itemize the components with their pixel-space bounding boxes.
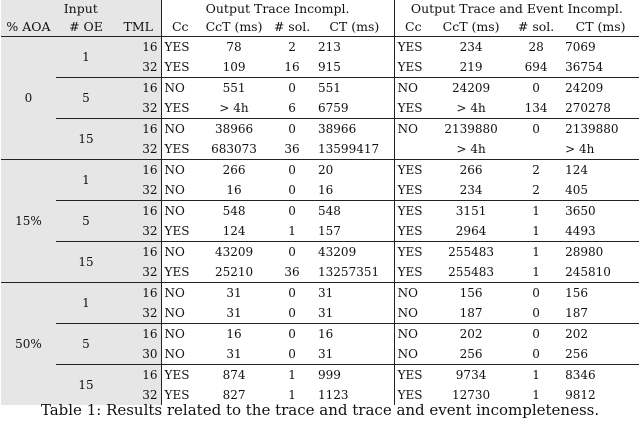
ct-event-cell: 36754 <box>565 60 604 74</box>
ct-cell: 999 <box>315 365 394 386</box>
ct-cell: 31 <box>318 286 334 300</box>
cc-cell: NO <box>161 180 199 201</box>
sol-cell: 0 <box>269 119 315 140</box>
cct-event-cell: 187 <box>459 306 483 320</box>
sol-event-cell: 2 <box>532 163 540 177</box>
ct-cell: 16 <box>315 324 394 345</box>
cc-event-cell: YES <box>394 160 432 181</box>
ct-event-cell: 2139880 <box>562 119 639 140</box>
cc-event-cell: NO <box>394 119 432 140</box>
ct-event-cell: 9812 <box>565 388 596 402</box>
cc-event-cell: YES <box>394 180 432 201</box>
sol-event-cell: 0 <box>510 78 562 99</box>
cct-event-cell: 156 <box>459 286 483 300</box>
cc-event-cell: NO <box>394 283 432 304</box>
col-oe: # OE <box>56 18 116 37</box>
cct-cell: 31 <box>226 306 242 320</box>
sol-event-cell: 1 <box>510 365 562 386</box>
ct-event-cell: 187 <box>565 306 588 320</box>
tml-cell: 32 <box>116 98 161 119</box>
cct-cell: 31 <box>226 347 242 361</box>
cct-cell: 551 <box>199 78 269 99</box>
table-row <box>1 324 639 345</box>
cc-event-cell: NO <box>394 303 432 324</box>
cct-event-cell: 202 <box>432 324 510 345</box>
cc-cell: NO <box>161 303 199 324</box>
table-caption: Table 1: Results related to the trace and trace and event incompleteness. <box>40 401 600 419</box>
cct-cell: 25210 <box>214 265 254 279</box>
sol-cell: 1 <box>269 365 315 386</box>
sol-event-cell: 1 <box>532 224 540 238</box>
ct-cell: 548 <box>315 201 394 222</box>
cct-event-cell: 219 <box>459 60 483 74</box>
col-sol: # sol. <box>273 19 311 34</box>
ct-event-cell: 270278 <box>565 101 611 115</box>
sol-cell: 1 <box>288 224 296 238</box>
cc-event-cell: YES <box>394 37 432 58</box>
table-row <box>1 78 639 99</box>
col-cc-event: Cc <box>394 18 432 37</box>
sol-cell: 6 <box>288 101 296 115</box>
cc-cell: NO <box>161 324 199 345</box>
aoa-cell: 15% <box>1 160 56 283</box>
cc-event-cell: NO <box>394 344 432 365</box>
tml-cell: 16 <box>116 242 161 263</box>
tml-cell: 16 <box>116 78 161 99</box>
table-row <box>1 37 639 58</box>
tml-cell: 16 <box>116 201 161 222</box>
sol-cell: 36 <box>284 265 300 279</box>
sol-event-cell: 1 <box>510 242 562 263</box>
cct-event-cell: 2139880 <box>432 119 510 140</box>
oe-cell: 5 <box>56 324 116 365</box>
cc-event-cell: YES <box>394 201 432 222</box>
table-body <box>1 37 639 406</box>
sol-cell: 0 <box>288 183 296 197</box>
cct-cell: 827 <box>222 388 246 402</box>
cc-event-cell: NO <box>394 324 432 345</box>
cc-event-cell: YES <box>394 57 432 78</box>
ct-cell: 16 <box>318 183 334 197</box>
ct-event-cell: 202 <box>562 324 639 345</box>
cct-cell: 78 <box>226 40 242 54</box>
oe-cell: 1 <box>56 160 116 201</box>
cct-cell: 16 <box>199 324 269 345</box>
cc-cell: YES <box>161 57 199 78</box>
ct-cell: 31 <box>318 347 334 361</box>
ct-event-cell: 8346 <box>562 365 639 386</box>
cct-cell: 43209 <box>199 242 269 263</box>
cct-event-cell: 256 <box>459 347 483 361</box>
ct-cell: 1123 <box>318 388 349 402</box>
tml-cell: 32 <box>116 262 161 283</box>
ct-event-cell: > 4h <box>565 142 595 156</box>
ct-cell: 38966 <box>315 119 394 140</box>
tml-cell: 32 <box>116 139 161 160</box>
cct-event-cell: 255483 <box>448 265 494 279</box>
sol-event-cell: 0 <box>510 119 562 140</box>
cct-cell: 124 <box>222 224 246 238</box>
oe-cell: 1 <box>56 37 116 78</box>
cc-cell: NO <box>161 201 199 222</box>
sol-event-cell: 0 <box>532 306 540 320</box>
tml-cell: 16 <box>116 119 161 140</box>
tml-cell: 16 <box>116 365 161 386</box>
sol-event-cell: 0 <box>532 347 540 361</box>
cct-cell: 38966 <box>199 119 269 140</box>
cct-event-cell: 12730 <box>451 388 491 402</box>
aoa-cell: 0 <box>1 37 56 160</box>
cct-event-cell: 3151 <box>432 201 510 222</box>
cc-cell: NO <box>161 242 199 263</box>
sol-cell: 2 <box>288 40 296 54</box>
table-row <box>1 365 639 386</box>
cc-cell: NO <box>161 344 199 365</box>
tml-cell: 16 <box>116 160 161 181</box>
cc-event-cell: YES <box>394 385 432 405</box>
cc-event-cell: YES <box>394 262 432 283</box>
ct-cell: 20 <box>318 163 334 177</box>
cc-event-cell <box>394 139 432 160</box>
cc-event-cell: YES <box>394 242 432 263</box>
table-header <box>1 0 639 37</box>
cc-event-cell: YES <box>394 365 432 386</box>
col-ct-event: CT (ms) <box>575 19 626 34</box>
sol-cell: 1 <box>288 388 296 402</box>
ct-cell: 915 <box>318 60 341 74</box>
tml-cell: 16 <box>116 37 161 58</box>
tml-cell: 30 <box>116 344 161 365</box>
cc-cell: YES <box>161 221 199 242</box>
cc-event-cell: YES <box>394 221 432 242</box>
ct-event-cell: 256 <box>565 347 588 361</box>
sol-cell: 0 <box>269 324 315 345</box>
cct-cell: 874 <box>199 365 269 386</box>
cc-cell: NO <box>161 160 199 181</box>
header-group-trace: Output Trace Incompl. <box>161 0 394 18</box>
cc-cell: YES <box>161 98 199 119</box>
sol-event-cell: 1 <box>510 201 562 222</box>
table-row <box>1 119 639 140</box>
results-table <box>1 0 639 405</box>
cct-cell: > 4h <box>219 101 249 115</box>
cc-cell: NO <box>161 119 199 140</box>
col-cct-event: CcT (ms) <box>442 19 500 34</box>
cc-event-cell: NO <box>394 78 432 99</box>
sol-cell: 0 <box>269 78 315 99</box>
table-row <box>1 201 639 222</box>
sol-cell: 0 <box>269 201 315 222</box>
cc-cell: YES <box>161 139 199 160</box>
cct-event-cell: 234 <box>459 183 483 197</box>
table-row <box>1 160 639 181</box>
cc-cell: NO <box>161 78 199 99</box>
tml-cell: 32 <box>116 385 161 405</box>
ct-event-cell: 3650 <box>562 201 639 222</box>
sol-event-cell <box>510 139 562 160</box>
tml-cell: 32 <box>116 303 161 324</box>
cct-cell: 548 <box>199 201 269 222</box>
cct-event-cell: 255483 <box>432 242 510 263</box>
sol-event-cell: 28 <box>528 40 544 54</box>
sol-event-cell: 2 <box>532 183 540 197</box>
sol-event-cell: 134 <box>524 101 548 115</box>
ct-event-cell: 405 <box>565 183 588 197</box>
cct-cell: 683073 <box>211 142 257 156</box>
cct-cell: 31 <box>226 286 242 300</box>
sol-event-cell: 1 <box>532 265 540 279</box>
col-tml: TML <box>116 18 161 37</box>
cc-cell: YES <box>161 385 199 405</box>
sol-cell: 0 <box>288 286 296 300</box>
tml-cell: 32 <box>116 180 161 201</box>
sol-event-cell: 1 <box>532 388 540 402</box>
tml-cell: 32 <box>116 57 161 78</box>
ct-event-cell: 4493 <box>565 224 596 238</box>
sol-cell: 0 <box>269 242 315 263</box>
table-row <box>1 242 639 263</box>
sol-cell: 36 <box>284 142 300 156</box>
cct-event-cell: 24209 <box>432 78 510 99</box>
sol-cell: 0 <box>288 347 296 361</box>
cct-event-cell: > 4h <box>456 142 486 156</box>
cct-event-cell: 266 <box>459 163 483 177</box>
cct-event-cell: 234 <box>459 40 483 54</box>
col-cct: CcT (ms) <box>205 19 263 34</box>
oe-cell: 15 <box>56 365 116 406</box>
oe-cell: 15 <box>56 119 116 160</box>
cct-event-cell: 2964 <box>455 224 487 238</box>
sol-cell: 0 <box>288 163 296 177</box>
ct-cell: 31 <box>318 306 334 320</box>
cct-event-cell: 9734 <box>432 365 510 386</box>
tml-cell: 16 <box>116 283 161 304</box>
ct-event-cell: 245810 <box>565 265 611 279</box>
ct-event-cell: 124 <box>565 163 588 177</box>
cc-cell: NO <box>161 283 199 304</box>
sol-cell: 16 <box>284 60 300 74</box>
cct-cell: 266 <box>222 163 246 177</box>
cct-cell: 109 <box>222 60 246 74</box>
oe-cell: 5 <box>56 78 116 119</box>
cc-cell: YES <box>161 262 199 283</box>
tml-cell: 16 <box>116 324 161 345</box>
cct-cell: 16 <box>226 183 242 197</box>
ct-cell: 43209 <box>315 242 394 263</box>
sol-cell: 0 <box>288 306 296 320</box>
sol-event-cell: 694 <box>524 60 548 74</box>
col-ct: CT (ms) <box>329 19 380 34</box>
ct-cell: 13257351 <box>318 265 380 279</box>
col-sol-event: # sol. <box>517 19 555 34</box>
col-cc: Cc <box>161 18 199 37</box>
header-group-event: Output Trace and Event Incompl. <box>394 0 639 18</box>
ct-cell: 213 <box>318 40 341 54</box>
oe-cell: 5 <box>56 201 116 242</box>
ct-event-cell: 7069 <box>565 40 596 54</box>
ct-event-cell: 28980 <box>562 242 639 263</box>
cc-event-cell: YES <box>394 98 432 119</box>
header-group-input: Input <box>1 0 161 18</box>
sol-event-cell: 0 <box>510 324 562 345</box>
tml-cell: 32 <box>116 221 161 242</box>
ct-cell: 13599417 <box>318 142 380 156</box>
sol-event-cell: 0 <box>532 286 540 300</box>
col-aoa: % AOA <box>1 18 56 37</box>
table-row <box>1 283 639 304</box>
cc-cell: YES <box>161 37 199 58</box>
cct-event-cell: > 4h <box>456 101 486 115</box>
ct-event-cell: 156 <box>565 286 588 300</box>
aoa-cell: 50% <box>1 283 56 406</box>
cc-cell: YES <box>161 365 199 386</box>
oe-cell: 1 <box>56 283 116 324</box>
ct-event-cell: 24209 <box>562 78 639 99</box>
ct-cell: 157 <box>318 224 341 238</box>
oe-cell: 15 <box>56 242 116 283</box>
ct-cell: 6759 <box>318 101 349 115</box>
ct-cell: 551 <box>315 78 394 99</box>
